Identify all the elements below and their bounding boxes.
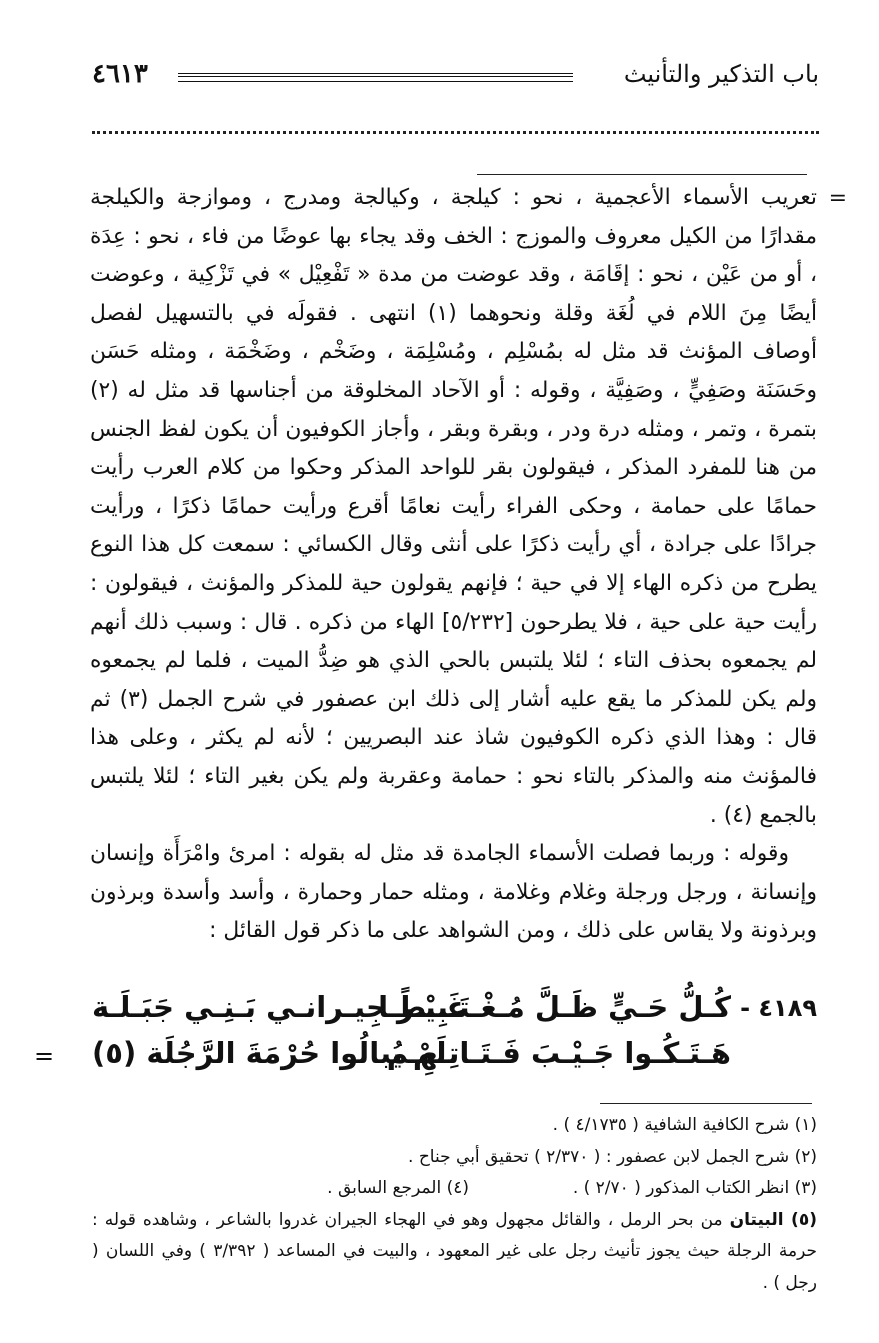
footnote-row xyxy=(92,1173,817,1205)
footnote: (٤) المرجع السابق . xyxy=(327,1178,469,1198)
verse-hemistich: كُـلُّ حَـيٍّ ظَـلَّ مُـغْـتَـبِـطًـا xyxy=(378,990,731,1024)
footnote-label: (٥) البيتان xyxy=(729,1209,817,1230)
page-header xyxy=(92,56,819,96)
paragraph: وقوله : وربما فصلت الأسماء الجامدة قد مثل له بقوله : امرئ وامْرَأَة وإنسان وإنسانة ، ورجل ورجلة وغلام وغلامة ، ومثله حمار وحمارة ، وأسد وأسدة وبرذون وبرذونة ولا يقاس على ذلك ، ومن الشواهد على ما ذكر قول القائل : xyxy=(90,841,817,944)
section-rule xyxy=(477,174,807,175)
verse-continuation-mark: = xyxy=(34,1042,55,1070)
footnote-text: من بحر الرمل ، والقائل مجهول وهو في الهجاء الجيران غدروا بالشاعر ، وشاهده قوله : حرمة الرجلة حيث يجوز تأنيث رجل على غير المعهود ، والبيت في المساعد ( ٣/٣٩٢ ) وفي اللسان ( رجل ) . xyxy=(92,1209,818,1293)
verse-line xyxy=(34,1036,817,1082)
footnote-rule xyxy=(600,1103,812,1104)
footnotes xyxy=(92,1110,817,1299)
footnote: (٣) انظر الكتاب المذكور ( ٢/٧٠ ) . xyxy=(572,1178,817,1198)
poetry-verse xyxy=(34,990,817,1086)
verse-hemistich: هَـتَـكُـوا جَـيْـبَ فَـتَـاتِـهِـم xyxy=(386,1036,731,1070)
footnote xyxy=(92,1205,817,1300)
verse-number: ٤١٨٩ - xyxy=(740,994,817,1022)
header-rule xyxy=(178,73,573,77)
page-number: ٤٦١٣ xyxy=(92,59,148,89)
verse-hemistich: لَمْ يُبالُوا حُرْمَةَ الرَّجُلَة (٥) xyxy=(92,1036,447,1070)
verse-hemistich: غَـيْـر جِيـرانـي بَـنِـي جَبَـلَـة xyxy=(92,990,467,1024)
continuation-mark: = xyxy=(828,186,847,211)
verse-line xyxy=(92,990,817,1036)
paragraph: تعريب الأسماء الأعجمية ، نحو : كيلجة ، وكيالجة ومدرج ، وموازجة والكيلجة مقدارًا من الكيل معروف والموزج : الخف وقد يجاء بها عوضًا من فاء ، نحو : عِدَة ، أو من عَيْن ، نحو : إقَامَة ، وقد عوضت من مدة « تَفْعِيْل » في تَزْكِية ، وعوضت أيضًا مِنَ اللام في لُغَة وقلة ونحوهما (١) انتهى . فقولَه في بالتسهيل لفصل أوصاف المؤنث قد مثل له بمُسْلِم ، ومُسْلِمَة ، وضَخْم ، وضَخْمَة ، ومثله حَسَن وحَسَنَة وصَفِيٍّ ، وصَفِيَّة ، وقوله : أو الآحاد المخلوقة من أجناسها قد مثل له (٢) بتمرة ، وتمر ، ومثله درة ودر ، وبقرة وبقر ، وأجاز الكوفيون أن يكون لفظ الجنس من هنا للمفرد المذكر ، فيقولون بقر للواحد المذكر وحكوا من كلام العرب رأيت حمامًا على حمامة ، وحكى الفراء رأيت نعامًا أقرع ورأيت حمامًا ذكرًا ، ورأيت جرادًا على جرادة ، أي رأيت ذكرًا على أنثى وقال الكسائي : سمعت كل هذا النوع يطرح من ذكره الهاء إلا في حية ؛ فإنهم يقولون حية للمذكر والمؤنث ، فيقولون : رأيت حية على حية ، فلا يطرحون [٥/٢٣٢] الهاء من ذكره . قال : وسبب ذلك أنهم لم يجمعوه بحذف التاء ؛ لئلا يلتبس بالحي الذي هو ضِدُّ الميت ، فلما لم يجمعوه ولم يكن للمذكر ما يقع عليه أشار إلى ذلك ابن عصفور في شرح الجمل (٣) ثم قال : وهذا الذي ذكره الكوفيون شاذ عند البصريين ؛ لأنه لم يكثر ، وعلى هذا فالمؤنث منه والمذكر بالتاء نحو : حمامة وعقربة ولم يكن بغير التاء ؛ لئلا يلتبس بالجمع (٤) . xyxy=(90,185,818,828)
running-title: باب التذكير والتأنيث xyxy=(623,60,819,88)
dotted-divider xyxy=(92,131,819,134)
footnote: (١) شرح الكافية الشافية ( ٤/١٧٣٥ ) . xyxy=(552,1115,817,1135)
footnote: (٢) شرح الجمل لابن عصفور : ( ٢/٣٧٠ ) تحقيق أبي جناح . xyxy=(408,1146,817,1167)
main-text xyxy=(90,179,817,951)
